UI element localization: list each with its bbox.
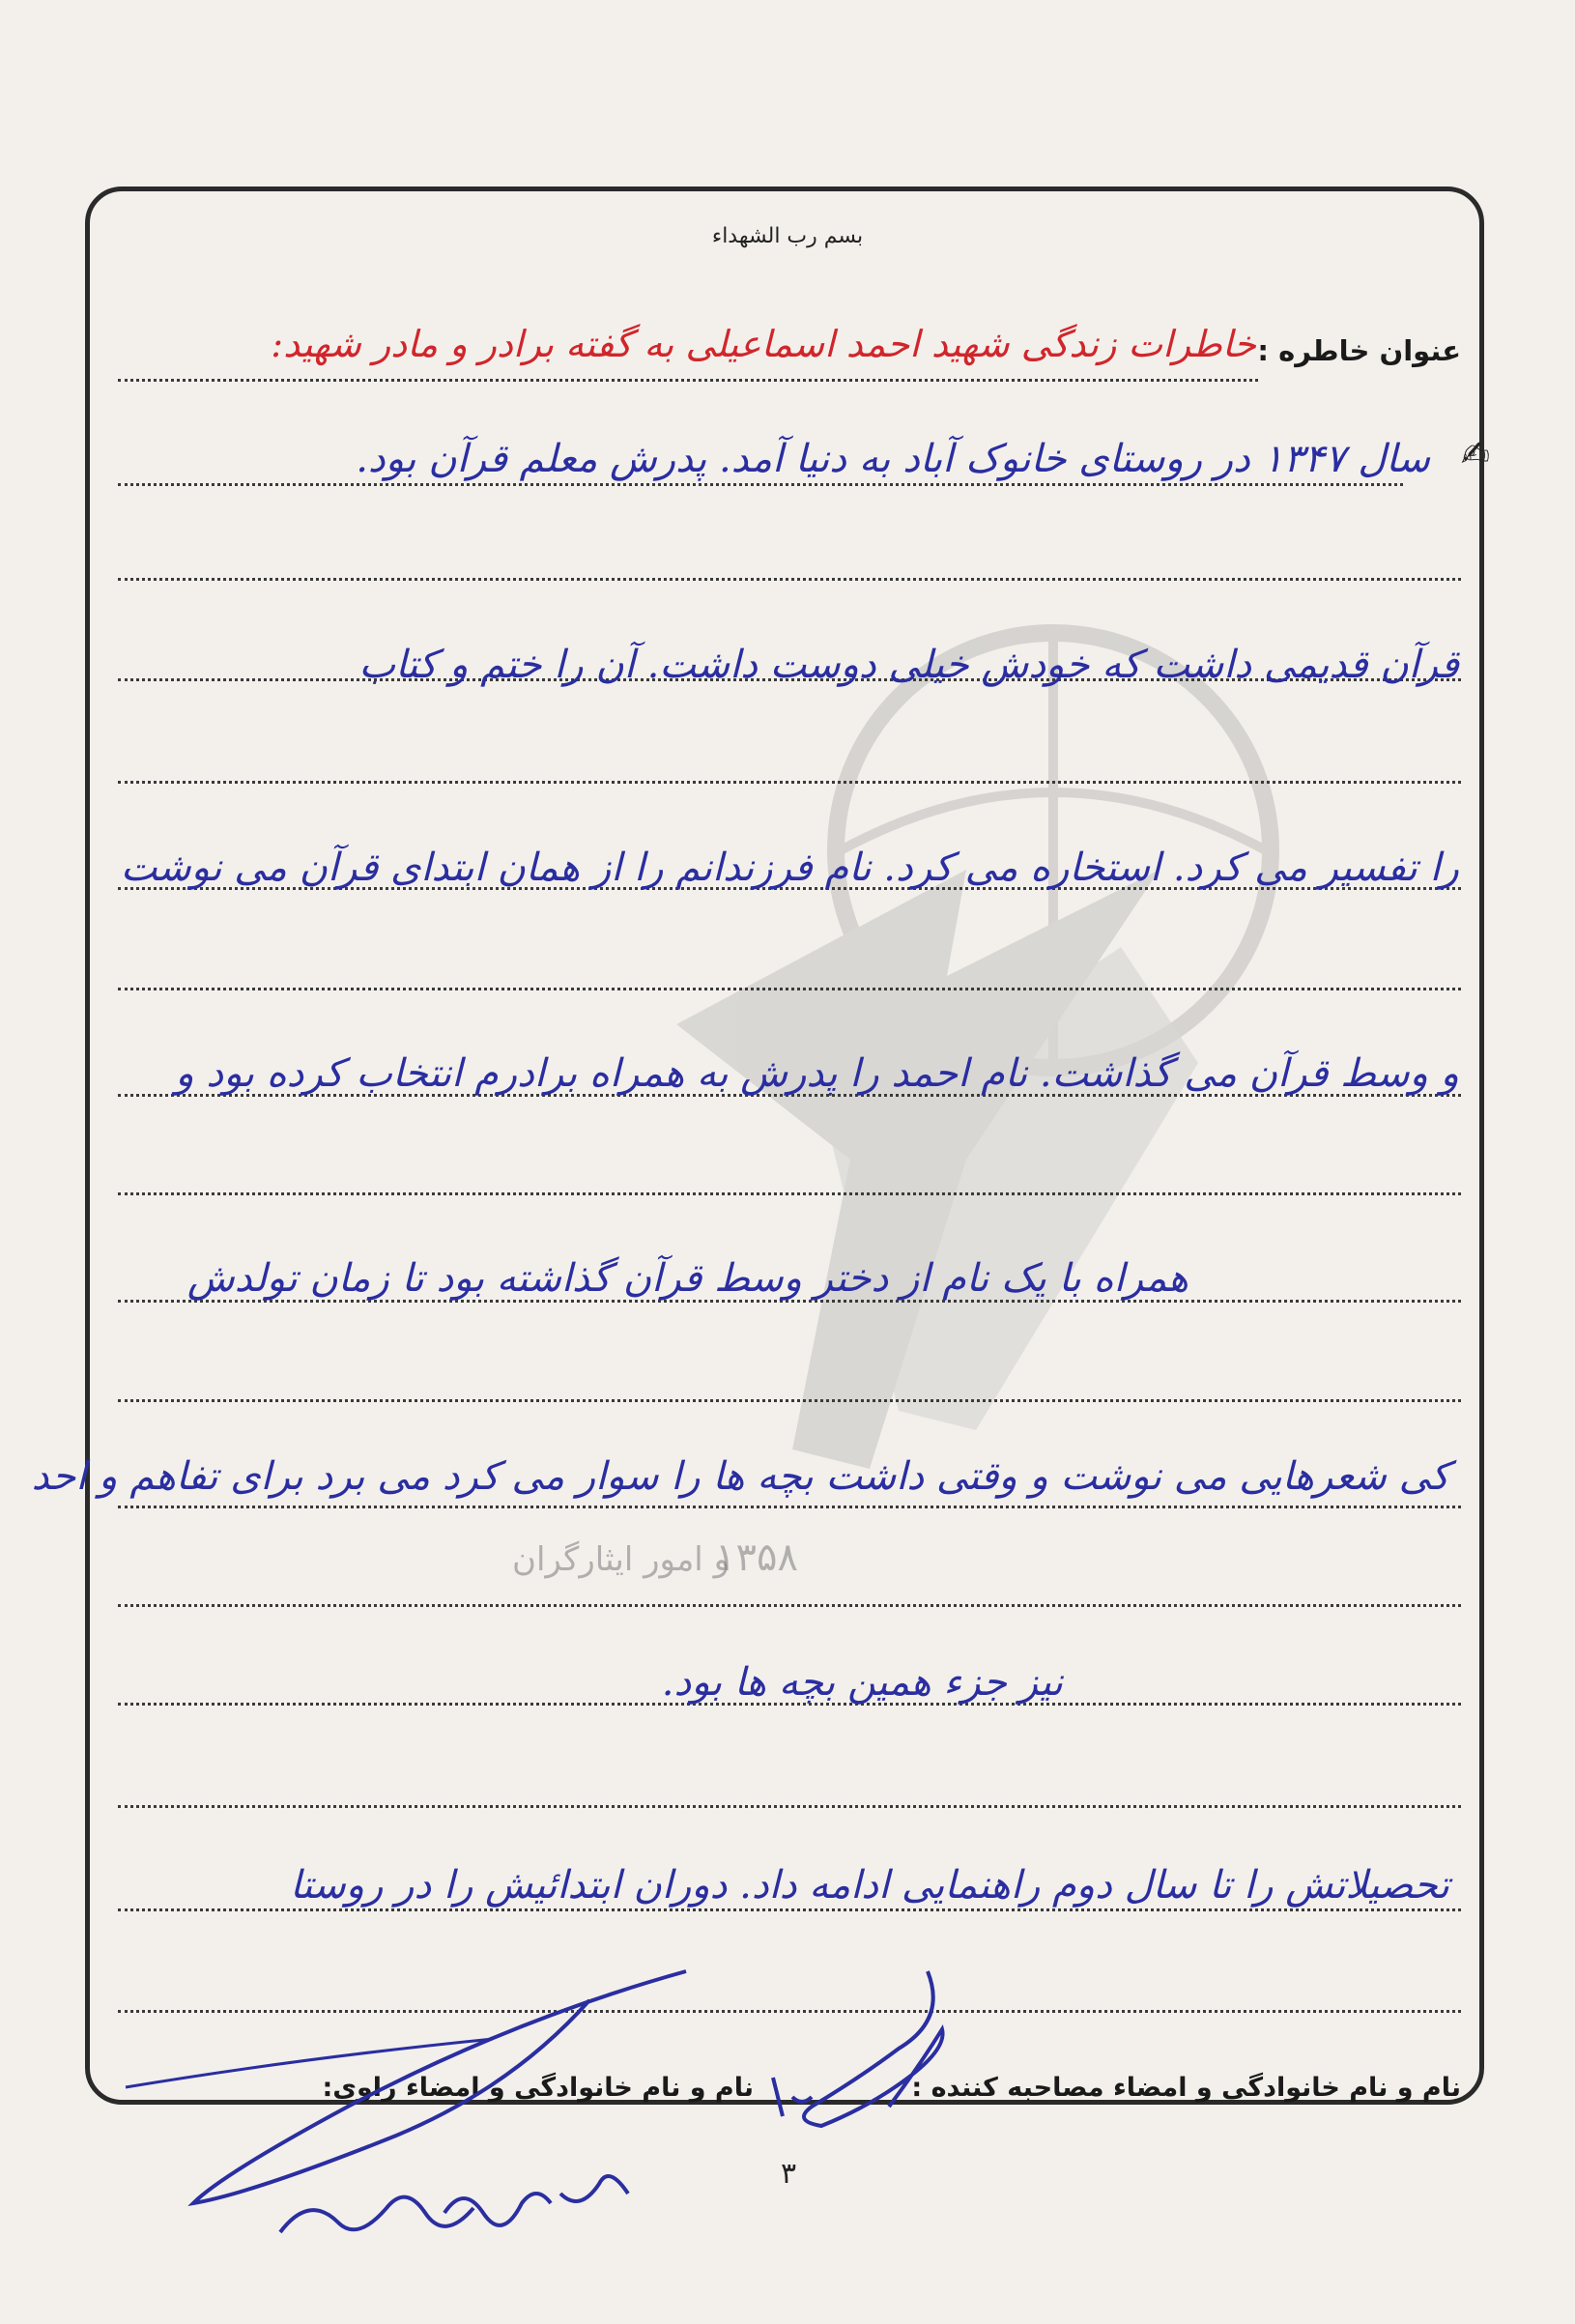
handwritten-line: کی شعرهایی می نوشت و وقتی داشت بچه ها را سوار می کرد می برد برای تفاهم و احد (31, 1454, 1449, 1499)
watermark-org: و امور ایثارگران (512, 1540, 730, 1579)
pencil-icon: ✍ (1460, 435, 1490, 474)
writing-line (118, 1805, 1461, 1808)
writing-line (118, 988, 1461, 990)
narrator-signature-label: نام و نام خانوادگی و امضاء راوی: (322, 2073, 754, 2103)
handwritten-line: را تفسیر می کرد. استخاره می کرد. نام فرزندانم را از همان ابتدای قرآن می نوشت (120, 846, 1459, 890)
writing-line (118, 2010, 1461, 2013)
title-dotted-line (118, 379, 1258, 382)
writing-line (118, 781, 1461, 784)
page-number: ۳ (781, 2157, 797, 2191)
writing-line (118, 1399, 1461, 1402)
handwritten-line: سال ۱۳۴۷ در روستای خانوک آباد به دنیا آمد. پدرش معلم قرآن بود. (356, 437, 1430, 481)
interviewer-signature-label: نام و نام خانوادگی و امضاء مصاحبه کننده : (911, 2073, 1461, 2103)
writing-line (118, 1908, 1461, 1911)
handwritten-line: قرآن قدیمی داشت که خودش خیلی دوست داشت. آن را ختم و کتاب (358, 643, 1459, 687)
handwritten-line: تحصیلاتش را تا سال دوم راهنمایی ادامه داد. دوران ابتدائیش را در روستا (290, 1863, 1449, 1908)
handwritten-line: همراه با یک نام از دختر وسط قرآن گذاشته بود تا زمان تولدش (186, 1256, 1188, 1301)
writing-line (118, 1192, 1461, 1195)
memory-title-label: عنوان خاطره : (1257, 334, 1461, 367)
handwritten-line: و وسط قرآن می گذاشت. نام احمد را پدرش به همراه برادرم انتخاب کرده بود و (175, 1051, 1459, 1096)
writing-line (118, 1604, 1461, 1607)
writing-line (118, 1506, 1461, 1508)
watermark-number: ۱۳۵۸ (715, 1535, 798, 1580)
handwritten-line: نیز جزء همین بچه ها بود. (661, 1660, 1063, 1705)
writing-line (118, 483, 1403, 486)
writing-line (118, 578, 1461, 581)
page-heading: بسم رب الشهداء (711, 224, 864, 248)
memory-title-value: خاطرات زندگی شهید احمد اسماعیلی به گفته برادر و مادر شهید: (271, 323, 1256, 365)
